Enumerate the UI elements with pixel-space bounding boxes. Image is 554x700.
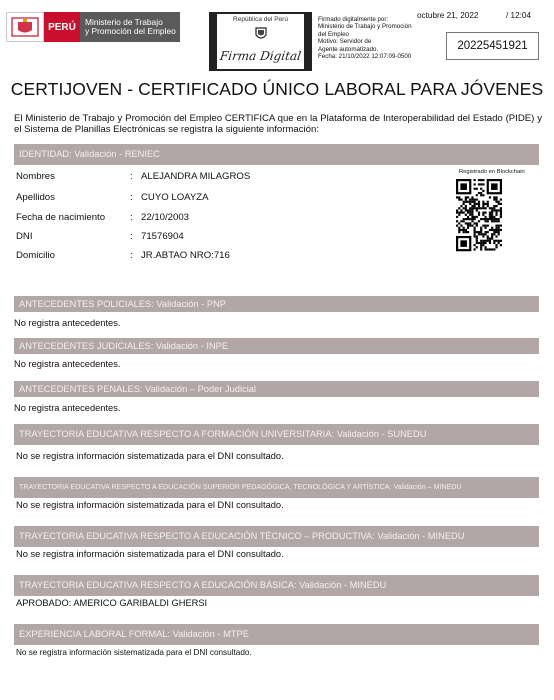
peru-label: PERÚ (44, 12, 80, 42)
section-text-basica: APROBADO: AMERICO GARIBALDI GHERSI (16, 598, 208, 608)
field-colon: : (130, 171, 133, 182)
signature-details: Firmado digitalmente por: Ministerio de Trabajo y Promoción del Empleo Motivo: Servidor de Agente automatizado. Fecha: 21/10/2022 12:07:09-0500 (318, 16, 412, 61)
document-title: CERTIJOVEN - CERTIFICADO ÚNICO LABORAL PARA JÓVENES (10, 79, 544, 99)
blockchain-label: Registrado en Blockchain (459, 169, 525, 175)
signature-republic: República del Perú (233, 16, 288, 23)
section-header-judiciales: ANTECEDENTES JUDICIALES: Validación - INPE (14, 338, 539, 354)
signature-firma: Firma Digital (218, 49, 302, 63)
issue-time: / 12:04 (506, 11, 532, 20)
field-colon: : (130, 250, 133, 261)
coat-of-arms-icon (254, 26, 268, 42)
identity-section-header: IDENTIDAD: Validación - RENIEC (14, 144, 539, 165)
qr-code-icon[interactable] (456, 179, 502, 255)
field-colon: : (130, 231, 133, 242)
ministry-logo (6, 12, 180, 42)
intro-paragraph: El Ministerio de Trabajo y Promoción del Empleo CERTIFICA que en la Plataforma de Interoperabilidad del Estado (PIDE) y el Sistema de Planillas Electrónicas se registra la siguiente información: (14, 113, 542, 136)
section-text-judiciales: No registra antecedentes. (14, 359, 121, 369)
field-label-nombres: Nombres (16, 171, 55, 182)
field-label-apellidos: Apellidos (16, 192, 55, 203)
section-header-policiales: ANTECEDENTES POLICIALES: Validación - PNP (14, 296, 539, 312)
field-value-nombres: ALEJANDRA MILAGROS (141, 171, 251, 182)
field-value-fecha-nacimiento: 22/10/2003 (141, 212, 190, 223)
section-header-tecnico-productiva: TRAYECTORIA EDUCATIVA RESPECTO A EDUCACIÓN TÉCNICO – PRODUCTIVA: Validación - MINEDU (14, 526, 539, 547)
issue-date: octubre 21, 2022 (417, 11, 479, 20)
certificate-code: 20225451921 (446, 32, 539, 60)
field-label-fecha-nacimiento: Fecha de nacimiento (16, 212, 106, 223)
section-header-universitaria: TRAYECTORIA EDUCATIVA RESPECTO A FORMACIÓN UNIVERSITARIA: Validación - SUNEDU (14, 424, 539, 445)
field-colon: : (130, 192, 133, 203)
field-label-dni: DNI (16, 231, 33, 242)
section-header-superior: TRAYECTORIA EDUCATIVA RESPECTO A EDUCACIÓN SUPERIOR PEDAGÓGICA, TECNOLÓGICA Y ARTÍSTICA: Validación – MINEDU (14, 477, 539, 498)
field-value-apellidos: CUYO LOAYZA (141, 192, 209, 203)
section-text-superior: No se registra información sistematizada para el DNI consultado. (16, 500, 284, 510)
field-colon: : (130, 212, 133, 223)
field-label-domicilio: Domicilio (16, 250, 55, 261)
section-text-experiencia: No se registra información sistematizada para el DNI consultado. (16, 648, 252, 657)
ministry-name: Ministerio de Trabajo y Promoción del Empleo (80, 12, 180, 42)
section-text-universitaria: No se registra información sistematizada para el DNI consultado. (16, 451, 284, 461)
section-header-experiencia: EXPERIENCIA LABORAL FORMAL: Validación - MTPE (14, 624, 539, 645)
field-value-dni: 71576904 (141, 231, 184, 242)
section-header-penales: ANTECEDENTES PENALES: Validación – Poder Judicial (14, 381, 539, 397)
digital-signature-stamp (209, 12, 312, 71)
section-text-penales: No registra antecedentes. (14, 403, 121, 413)
section-text-policiales: No registra antecedentes. (14, 318, 121, 328)
peru-shield-icon (6, 12, 44, 42)
field-value-domicilio: JR.ABTAO NRO:716 (141, 250, 230, 261)
section-text-tecnico-productiva: No se registra información sistematizada para el DNI consultado. (16, 549, 284, 559)
section-header-basica: TRAYECTORIA EDUCATIVA RESPECTO A EDUCACIÓN BÁSICA: Validación - MINEDU (14, 575, 539, 596)
